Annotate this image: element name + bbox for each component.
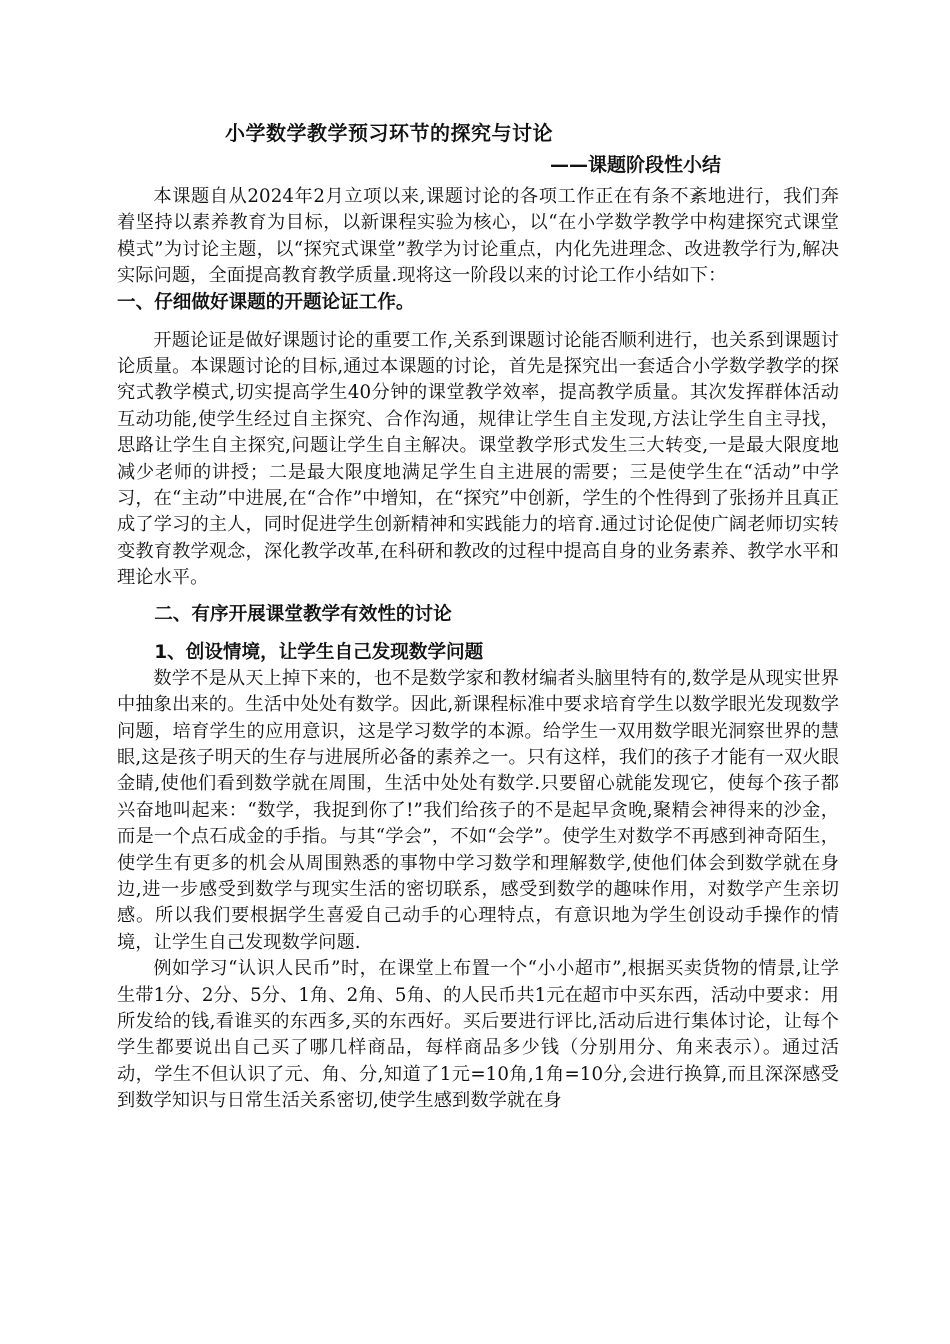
document-subtitle: ——课题阶段性小结 (549, 154, 721, 176)
document-content (117, 118, 839, 1115)
section1-heading: 一、仔细做好课题的开题论证工作。 (117, 291, 415, 313)
intro-paragraph: 本课题自从2024年2月立项以来,课题讨论的各项工作正在有条不紊地进行，我们奔着坚持以素养教育为目标，以新课程实验为核心，以“在小学数学教学中构建探究式课堂模式”为讨论主题，以“探究式课堂”教学为讨论重点，内化先进理念、改进教学行为,解决实际问题，全面提高教育教学质量.现将这一阶段以来的讨论工作小结如下： (117, 186, 839, 287)
section2-heading: 二、有序开展课堂教学有效性的讨论 (154, 603, 452, 625)
document-title: 小学数学教学预习环节的探究与讨论 (225, 121, 553, 145)
section1-paragraph: 开题论证是做好课题讨论的重要工作,关系到课题讨论能否顺利进行，也关系到课题讨论质量。本课题讨论的目标,通过本课题的讨论，首先是探究出一套适合小学数学教学的探究式教学模式,切实提高学生40分钟的课堂教学效率，提高教学质量。其次发挥群体活动互动功能,使学生经过自主探究、合作沟通，规律让学生自主发现,方法让学生自主寻找，思路让学生自主探究,问题让学生自主解决。课堂教学形式发生三大转变,一是最大限度地减少老师的讲授；二是最大限度地满足学生自主进展的需要；三是使学生在“活动”中学习，在“主动”中进展,在“合作”中增知，在“探究”中创新，学生的个性得到了张扬并且真正成了学习的主人，同时促进学生创新精神和实践能力的培育.通过讨论促使广阔老师切实转变教育教学观念，深化教学改革,在科研和教改的过程中提高自身的业务素养、教学水平和理论水平。 (117, 329, 839, 589)
subsection1-paragraph-2: 例如学习“认识人民币”时，在课堂上布置一个“小小超市”,根据买卖货物的情景,让学生带1分、2分、5分、1角、2角、5角、的人民币共1元在超市中买东西，活动中要求：用所发给的钱,看谁买的东西多,买的东西好。买后要进行评比,活动后进行集体讨论，让每个学生都要说出自己买了哪几样商品，每样商品多少钱（分别用分、角来表示）。通过活动，学生不但认识了元、角、分,知道了1元=10角,1角=10分,会进行换算,而且深深感受到数学知识与日常生活关系密切,使学生感到数学就在身 (117, 958, 839, 1112)
subsection1-heading: 1、创设情境，让学生自己发现数学问题 (154, 641, 484, 663)
subsection1-paragraph-1: 数学不是从天上掉下来的，也不是数学家和教材编者头脑里特有的,数学是从现实世界中抽象出来的。生活中处处有数学。因此,新课程标准中要求培育学生以数学眼光发现数学问题，培育学生的应用意识，这是学习数学的本源。给学生一双用数学眼光洞察世界的慧眼,这是孩子明天的生存与进展所必备的素养之一。只有这样，我们的孩子才能有一双火眼金睛,使他们看到数学就在周围，生活中处处有数学.只要留心就能发现它，使每个孩子都兴奋地叫起来：“数学，我捉到你了!”我们给孩子的不是起早贪晚,聚精会神得来的沙金，而是一个点石成金的手指。与其“学会”，不如“会学”。使学生对数学不再感到神奇陌生，使学生有更多的机会从周围熟悉的事物中学习数学和理解数学,使他们体会到数学就在身边,进一步感受到数学与现实生活的密切联系，感受到数学的趣味作用，对数学产生亲切感。所以我们要根据学生喜爱自己动手的心理特点，有意识地为学生创设动手操作的情境，让学生自己发现数学问题. (117, 667, 839, 953)
